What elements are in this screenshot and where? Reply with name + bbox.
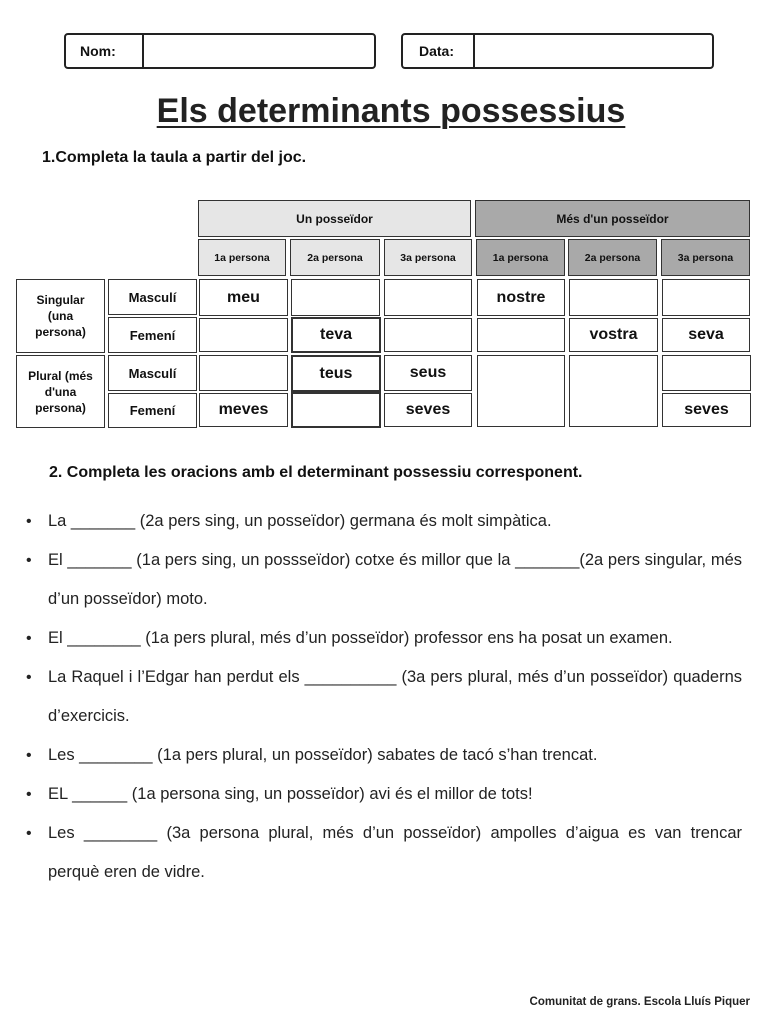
answer-cell[interactable]: nostre — [477, 279, 565, 316]
sentence-item[interactable]: • El ________ (1a pers plural, més d’un posseïdor) professor ens ha posat un examen. — [26, 619, 742, 658]
date-input[interactable] — [475, 35, 712, 67]
answer-cell[interactable] — [662, 355, 751, 391]
answer-cell[interactable]: seves — [384, 393, 472, 427]
gender-header: Femení — [108, 317, 197, 353]
sentence-item[interactable]: • La Raquel i l’Edgar han perdut els __________ (3a pers plural, més d’un posseïdor) quaderns d’exercicis. — [26, 658, 742, 736]
answer-cell[interactable]: meves — [199, 393, 288, 427]
group-header-many-owners: Més d'un posseïdor — [475, 200, 750, 237]
row-group-plural: Plural (més d'una persona) — [16, 355, 105, 428]
answer-cell[interactable] — [291, 392, 381, 428]
row-group-singular: Singular (una persona) — [16, 279, 105, 353]
answer-cell[interactable] — [291, 279, 380, 316]
sentence-list — [26, 502, 742, 892]
answer-cell[interactable]: vostra — [569, 318, 658, 352]
answer-cell[interactable] — [477, 355, 565, 427]
person-header: 3a persona — [384, 239, 472, 276]
person-header: 2a persona — [290, 239, 380, 276]
page-title: Els determinants possessius — [156, 92, 626, 130]
gender-header: Femení — [108, 393, 197, 428]
answer-cell[interactable]: meu — [199, 279, 288, 316]
exercise1-instruction: 1.Completa la taula a partir del joc. — [42, 149, 307, 166]
name-field[interactable] — [64, 33, 376, 69]
person-header: 1a persona — [198, 239, 286, 276]
person-header: 3a persona — [661, 239, 750, 276]
group-header-one-owner: Un posseïdor — [198, 200, 471, 237]
sentence-item[interactable]: • EL ______ (1a persona sing, un posseïdor) avi és el millor de tots! — [26, 775, 742, 814]
sentence-item[interactable]: • Les ________ (1a pers plural, un posseïdor) sabates de tacó s’han trencat. — [26, 736, 742, 775]
person-header: 1a persona — [476, 239, 565, 276]
sentence-item[interactable]: • Les ________ (3a persona plural, més d’un posseïdor) ampolles d’aigua es van trencar perquè eren de vidre. — [26, 814, 742, 892]
sentence-item[interactable]: • El _______ (1a pers sing, un possseïdor) cotxe és millor que la _______(2a pers singular, més d’un posseïdor) moto. — [26, 541, 742, 619]
footer-credit: Comunitat de grans. Escola Lluís Piquer — [529, 996, 750, 1008]
name-input[interactable] — [144, 35, 374, 67]
date-label: Data: — [403, 35, 475, 67]
answer-cell[interactable] — [569, 279, 658, 316]
answer-cell[interactable] — [384, 318, 472, 352]
date-field[interactable] — [401, 33, 714, 69]
person-header: 2a persona — [568, 239, 657, 276]
answer-cell[interactable] — [477, 318, 565, 352]
exercise2-instruction: 2. Completa les oracions amb el determinant possessiu corresponent. — [49, 464, 583, 481]
gender-header: Masculí — [108, 355, 197, 391]
answer-cell[interactable]: teus — [291, 355, 381, 392]
sentence-item[interactable]: • La _______ (2a pers sing, un posseïdor) germana és molt simpàtica. — [26, 502, 742, 541]
answer-cell[interactable] — [199, 318, 288, 352]
gender-header: Masculí — [108, 279, 197, 315]
answer-cell[interactable]: seves — [662, 393, 751, 427]
answer-cell[interactable]: teva — [291, 317, 381, 353]
answer-cell[interactable] — [384, 279, 472, 316]
answer-cell[interactable]: seva — [662, 318, 750, 352]
answer-cell[interactable] — [199, 355, 288, 391]
answer-cell[interactable]: seus — [384, 355, 472, 391]
name-label: Nom: — [66, 35, 144, 67]
answer-cell[interactable] — [569, 355, 658, 427]
answer-cell[interactable] — [662, 279, 750, 316]
